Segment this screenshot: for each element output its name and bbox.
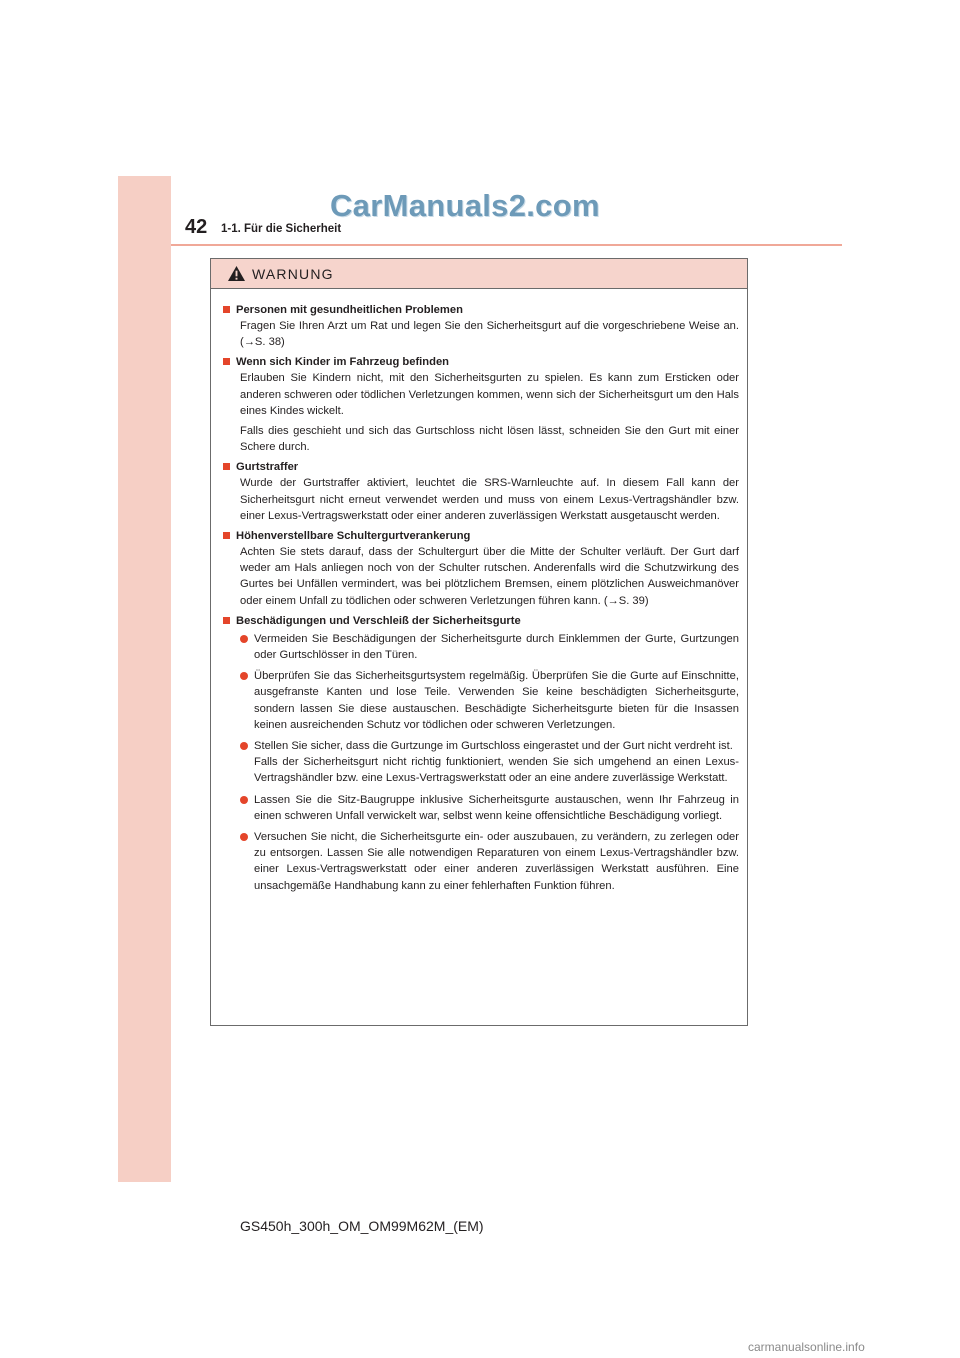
watermark-carmanuals2[interactable]: CarManuals2.com	[330, 188, 600, 223]
bullet-text: Stellen Sie sicher, dass die Gurtzunge im Gurtschloss eingerastet und der Gurt nicht verdreht ist. Falls der Sicherheitsgurt nicht richtig funktioniert, wenden Sie sich umgehend an einen Lexus-Vertragshändler bzw. eine Lexus-Vertragswerkstatt oder an eine andere zuverlässige Werkstatt.	[254, 740, 739, 785]
warning-section-heading	[223, 459, 739, 475]
warning-paragraph: Fragen Sie Ihren Arzt um Rat und legen Sie den Sicherheitsgurt auf die vorgeschriebene Weise an. (→S. 38)	[240, 320, 739, 349]
warning-section-heading	[223, 302, 739, 318]
warning-bullet-item	[223, 829, 739, 894]
warning-section-heading	[223, 613, 739, 629]
bullet-text: Überprüfen Sie das Sicherheitsgurtsystem regelmäßig. Überprüfen Sie die Gurte auf Einschnitte, ausgefranste Kanten und lose Teile. Verwenden Sie keine beschädigten Sicherheitsgurte, sondern lassen Sie diese austauschen. Beschädigte Sicherheitsgurte bieten für die Insassen keinen ausreichenden Schutz vor tödlichen oder schweren Verletzungen.	[254, 670, 739, 731]
heading-text: Personen mit gesundheitlichen Problemen	[236, 304, 463, 316]
header-divider	[171, 244, 842, 246]
red-bullet-dot-icon	[240, 635, 248, 643]
warning-title: WARNUNG	[252, 265, 334, 282]
watermark-carmanualsonline[interactable]: carmanualsonline.info	[748, 1340, 865, 1354]
section-title: 1-1. Für die Sicherheit	[221, 223, 342, 235]
bullet-text: Versuchen Sie nicht, die Sicherheitsgurte ein- oder auszubauen, zu verändern, zu zerlegen oder zu entsorgen. Lassen Sie alle notwendigen Reparaturen von einem Lexus-Vertragshändler bzw. einer Lexus-Vertragswerkstatt oder einer anderen zuverlässigen Werkstatt ausführen. Eine unsachgemäße Handhabung kann zu einer fehlerhaften Funktion führen.	[254, 831, 739, 892]
red-square-marker-icon	[223, 463, 230, 470]
red-square-marker-icon	[223, 306, 230, 313]
warning-section-heading	[223, 354, 739, 370]
warning-section-heading	[223, 528, 739, 544]
warning-box	[210, 258, 748, 1026]
bullet-text: Lassen Sie die Sitz-Baugruppe inklusive Sicherheitsgurte austauschen, wenn Ihr Fahrzeug in einen schweren Unfall verwickelt war, selbst wenn keine offensichtliche Beschädigung vorliegt.	[254, 793, 739, 822]
warning-bullet-item	[223, 631, 739, 663]
red-square-marker-icon	[223, 532, 230, 539]
heading-text: Wenn sich Kinder im Fahrzeug befinden	[236, 356, 449, 369]
red-bullet-dot-icon	[240, 833, 248, 841]
warning-body	[211, 289, 747, 894]
page-number: 42	[185, 216, 208, 238]
warning-paragraph: Wurde der Gurtstraffer aktiviert, leuchtet die SRS-Warnleuchte auf. In diesem Fall kann der Sicherheitsgurt nicht erneut verwendet werden und muss von einem Lexus-Vertragshändler bzw. einer Lexus-Vertragswerkstatt oder einer anderen zuverlässigen Werkstatt ausgetauscht werden.	[240, 477, 739, 522]
warning-paragraph: Falls dies geschieht und sich das Gurtschloss nicht lösen lässt, schneiden Sie den Gurt mit einer Schere durch.	[240, 425, 739, 454]
bullet-text: Vermeiden Sie Beschädigungen der Sicherheitsgurte durch Einklemmen der Gurte, Gurtzungen oder Gurtschlösser in den Türen.	[254, 632, 739, 662]
warning-paragraph: Erlauben Sie Kindern nicht, mit den Sicherheitsgurten zu spielen. Es kann zum Ersticken oder anderen schweren oder tödlichen Verletzungen kommen, wenn sich der Sicherheitsgurt um den Hals eines Kindes wickelt.	[240, 372, 739, 417]
warning-bullet-item	[223, 792, 739, 824]
warning-header	[211, 259, 747, 289]
warning-paragraph: Achten Sie stets darauf, dass der Schultergurt über die Mitte der Schulter verläuft. Der Gurt darf weder am Hals anliegen noch von der Schulter rutschen. Anderenfalls wird die Schutzwirkung des Gurtes bei Unfällen vermindert, was bei plötzlichem Bremsen, einem plötzlichen Ausweichmanöver oder einem Unfall zu tödlichen oder schweren Verletzungen führen kann. (→S. 39)	[240, 546, 739, 607]
red-square-marker-icon	[223, 617, 230, 624]
red-bullet-dot-icon	[240, 672, 248, 680]
footer-model-code: GS450h_300h_OM_OM99M62M_(EM)	[240, 1218, 484, 1234]
heading-text: Beschädigungen und Verschleiß der Sicherheitsgurte	[236, 614, 521, 627]
warning-bullet-item	[223, 738, 739, 787]
warning-triangle-icon	[227, 265, 246, 282]
heading-text: Gurtstraffer	[236, 461, 299, 474]
side-color-band	[118, 176, 171, 1182]
heading-text: Höhenverstellbare Schultergurtverankerung	[236, 530, 471, 543]
red-bullet-dot-icon	[240, 796, 248, 804]
warning-bullet-item	[223, 668, 739, 733]
red-square-marker-icon	[223, 358, 230, 365]
red-bullet-dot-icon	[240, 742, 248, 750]
